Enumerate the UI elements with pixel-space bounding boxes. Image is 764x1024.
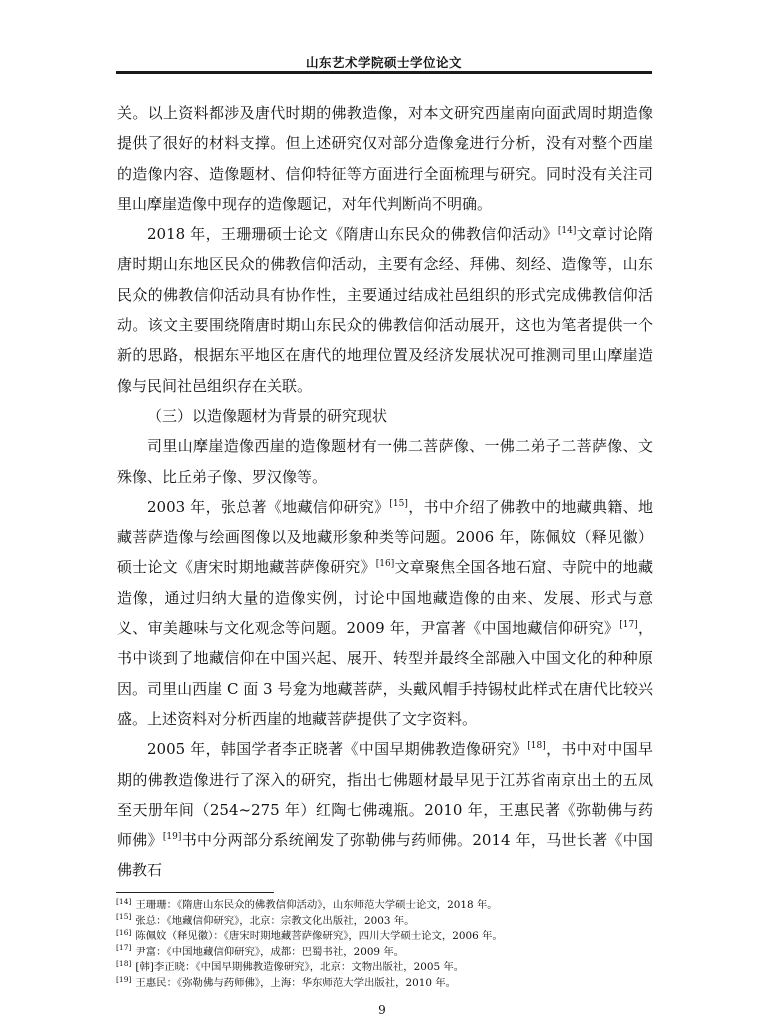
footnote-rule: [116, 892, 274, 893]
footnote-number: [15]: [116, 912, 132, 922]
footnote-text: [韩]李正晓：《中国早期佛教造像研究》，北京：文物出版社，2005 年。: [135, 961, 465, 974]
footnote-text: 张总：《地藏信仰研究》，北京：宗教文化出版社，2003 年。: [135, 914, 415, 927]
paragraph-4: [117, 492, 653, 734]
citation-ref-17[interactable]: [17]: [619, 620, 638, 631]
footnote-text: 王珊珊：《隋唐山东民众的佛教信仰活动》，山东师范大学硕士论文，2018 年。: [135, 899, 498, 911]
paragraph-text: 文章讨论隋唐时期山东地区民众的佛教信仰活动，主要有念经、拜佛、刻经、造像等，山东民众的佛教信仰活动具有协作性，主要通过结成社邑组织的形式完成佛教信仰活动。该文主要围绕隋唐时期山东民众的佛教信仰活动展开，这也为笔者提供一个新的思路，根据东平地区在唐代的地理位置及经济发展状况可推测司里山摩崖造像与民间社邑组织存在关联。: [117, 225, 653, 395]
footnote-18: [116, 960, 656, 976]
page-number: 9: [378, 1003, 386, 1017]
footnotes: [116, 898, 656, 992]
footnote-number: [16]: [116, 927, 132, 937]
paragraph-1: 关。以上资料都涉及唐代时期的佛教造像，对本文研究西崖南向面武周时期造像提供了很好的材料支撑。但上述研究仅对部分造像龛进行分析，没有对整个西崖的造像内容、造像题材、信仰特征等方面进行全面梳理与研究。同时没有关注司里山摩崖造像中现存的造像题记，对年代判断尚不明确。: [117, 104, 653, 213]
section-heading: （三）以造像题材为背景的研究现状: [147, 406, 388, 425]
footnote-text: 尹富：《中国地藏信仰研究》，成都：巴蜀书社，2009 年。: [135, 945, 405, 958]
header-rule: [116, 71, 652, 74]
paragraph-text: 书中分两部分系统阐发了弥勒佛与药师佛。2014 年，马世长著《中国佛教石: [117, 831, 653, 880]
citation-ref-14[interactable]: [14]: [557, 226, 577, 237]
paragraph-text: 2003 年，张总著《地藏信仰研究》: [147, 497, 390, 516]
footnote-text: 陈佩妏（释见徽）：《唐宋时期地藏菩萨像研究》，四川大学硕士论文，2006 年。: [135, 930, 503, 943]
footnote-text: 王惠民：《弥勒佛与药师佛》，上海：华东师范大学出版社，2010 年。: [135, 976, 457, 989]
paragraph-3: 司里山摩崖造像西崖的造像题材有一佛二菩萨像、一佛二弟子二菩萨像、文殊像、比丘弟子像、罗汉像等。: [117, 437, 653, 486]
citation-ref-15[interactable]: [15]: [389, 498, 408, 509]
paragraph-text: ，书中对中国早期的佛教造像进行了深入的研究，指出七佛题材最早见于江苏省南京出土的五凤至天册年间（254~275 年）红陶七佛魂瓶。2010 年，王惠民著《弥勒佛与药师佛》: [117, 740, 653, 850]
footnote-17: [116, 945, 656, 961]
paragraph-text: ，书中介绍了佛教中的地藏典籍、地藏菩萨造像与绘画图像以及地藏形象种类等问题。2006 年，陈佩妏（释见徽）硕士论文《唐宋时期地藏菩萨像研究》: [117, 497, 653, 577]
paragraph-5: [117, 734, 653, 885]
running-header: 山东艺术学院硕士学位论文: [305, 55, 462, 70]
footnote-19: [116, 976, 656, 992]
body-text: [117, 98, 653, 886]
citation-ref-19[interactable]: [19]: [162, 832, 182, 843]
footnote-15: [116, 914, 656, 930]
footnote-16: [116, 929, 656, 945]
paragraph-text: 2018 年，王珊珊硕士论文《隋唐山东民众的佛教信仰活动》: [147, 225, 558, 244]
paragraph-2: [117, 219, 653, 401]
paragraph-text: 2005 年，韩国学者李正晓著《中国早期佛教造像研究》: [147, 740, 528, 759]
citation-ref-18[interactable]: [18]: [527, 741, 546, 752]
footnote-number: [18]: [116, 958, 132, 968]
footnote-number: [19]: [116, 974, 132, 984]
paragraph-text: ，书中谈到了地藏信仰在中国兴起、展开、转型并最终全部融入中国文化的种种原因。司里山西崖 C 面 3 号龛为地藏菩萨，头戴风帽手持锡杖此样式在唐代比较兴盛。上述资料对分析西崖的地藏菩萨提供了文字资料。: [117, 619, 653, 728]
footnote-14: [116, 898, 656, 914]
footnote-number: [17]: [116, 943, 132, 953]
footnote-number: [14]: [116, 896, 132, 906]
paragraph-text: 文章聚焦全国各地石窟、寺院中的地藏造像，通过归纳大量的造像实例，讨论中国地藏造像的由来、发展、形式与意义、审美趣味与文化观念等问题。2009 年，尹富著《中国地藏信仰研究》: [117, 558, 653, 638]
citation-ref-16[interactable]: [16]: [375, 559, 395, 570]
